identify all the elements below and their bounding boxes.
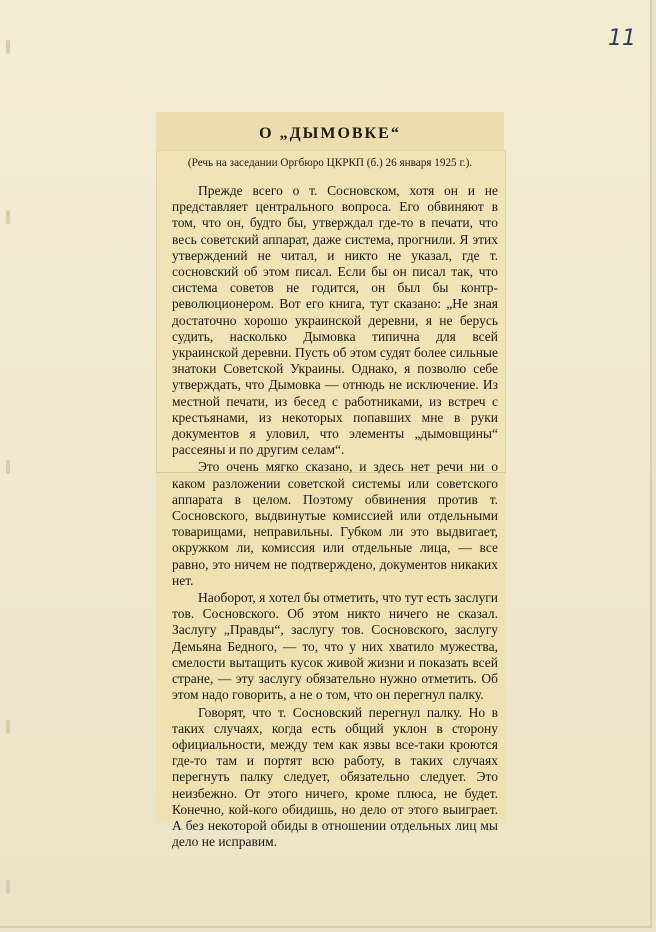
article-body: [172, 183, 498, 850]
binding-hole: [6, 460, 10, 474]
article-paragraph: Прежде всего о т. Сосновском, хотя он и не представляет центрального вопроса. Его обвиняют в том, что он, будто бы, утверждал где-то в печати, что весь советский аппарат, даже система, прогнили. Я этих утверждений не читал, и никто не указал, где т. сосновский об этом писал. Если бы он писал так, что система советов не годится, он был бы контр-революционером. Вот его книга, тут сказано: „Не зная достаточно хорошо украинской деревни, я не берусь судить, насколько Дымовка типична для всей украинской деревни. Пусть об этом судят более сильные знатоки Советской Украины. Однако, я позволю себе утверждать, что Дымовка — отнюдь не исключение. Из местной печати, из бесед с работниками, из встреч с крестьянами, из некоторых попавших мне в руки документов я уловил, что элементы „дымовщины“ рассеяны и по другим селам“.: [172, 183, 498, 458]
handwritten-page-number: 11: [608, 26, 636, 51]
article-subtitle: (Речь на заседании Оргбюро ЦКРКП (б.) 26 января 1925 г.).: [187, 157, 473, 169]
article-paragraph: Это очень мягко сказано, и здесь нет речи ни о каком разложении советской системы или советского аппарата в целом. Поэтому обвинения против т. Сосновского, выдвинутые комиссией или отдельными товарищами, неправильны. Губком ли это выдвигает, окружком ли, комиссия или отдельные лица, — все равно, это ничем не подтверждено, документов никаких нет.: [172, 459, 498, 588]
binding-hole: [6, 880, 10, 894]
binding-hole: [6, 210, 10, 224]
binding-hole: [6, 40, 10, 54]
binding-hole: [6, 720, 10, 734]
article-paragraph: Говорят, что т. Сосновский перегнул палку. Но в таких случаях, когда есть общий уклон в сторону официальности, между тем как язвы все-таки кроются где-то там и портят всю работу, в таких случаях перегнуть палку следует, обязательно следует. Это неизбежно. От этого ничего, кроме плюса, не будет. Конечно, кой-кого обидишь, но дело от этого выиграет. А без некоторой обиды в отношении отдельных лиц мы дело не исправим.: [172, 704, 498, 850]
article-title: О „ДЫМОВКЕ“: [259, 125, 401, 142]
article-paragraph: Наоборот, я хотел бы отметить, что тут есть заслуги тов. Сосновского. Об этом никто ничего не сказал. Заслугу „Правды“, заслугу тов. Сосновского, заслугу Демьяна Бедного, — то, что у них хватило мужества, смелости вытащить кусок живой жизни и показать всей стране, — эту заслугу обязательно нужно отметить. Об этом надо говорить, а не о том, что он перегнул палку.: [172, 590, 498, 703]
